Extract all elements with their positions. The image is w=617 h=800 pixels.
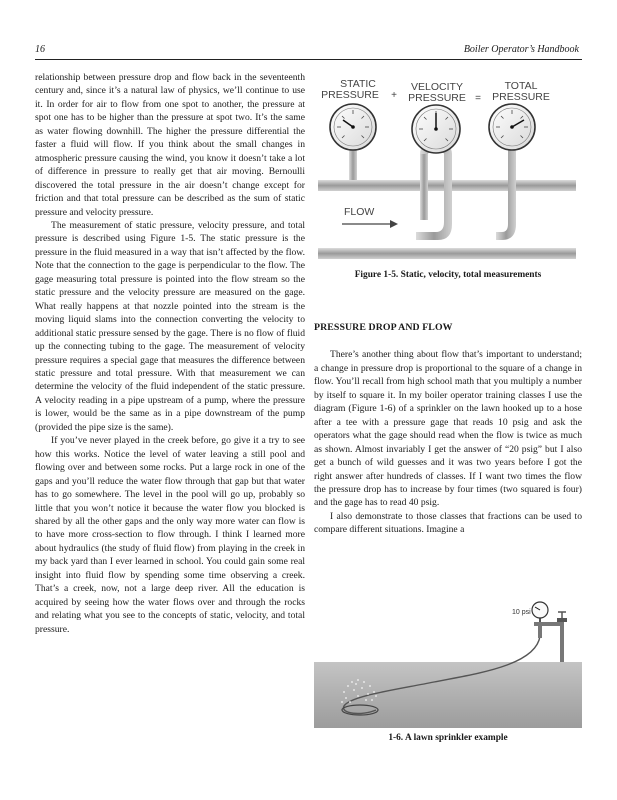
total-gauge [489,104,535,150]
running-head: Boiler Operator’s Handbook [463,44,579,55]
paragraph: There’s another thing about flow that’s important to understand; a change in pressure drop is proportional to the square of a change in flow. You’ll recall from high school math that you multiply a number by itself to square it. In my boiler operator training classes I use the diagram (Figure 1-6) of a sprinkler on the lawn hooked up to a hose after a tee with a pressure gage that reads 10 psig and ask the operators what the gage should read when the flow is twice as much as shown. Almost invariably I get the answer of “20 psig” but I also get a bunch of wild guesses and it was two years before I got the right answer after hundreds of classes. If I want two times the flow the pressure drop has to increase by four times (two squared is four) and the gage has to read 40 psig. [314,349,582,509]
left-column [35,71,305,636]
right-column [314,321,582,537]
figure-1-6-caption: 1-6. A lawn sprinkler example [388,733,508,743]
supply-pipe [560,622,564,662]
paragraph: The measurement of static pressure, velocity pressure, and total pressure is described using Figure 1-5. The static pressure is the pressure in the fluid measured in a way that isn’t affected by the flow. Note that the connection to the gage is perpendicular to the flow. The gage measuring total pressure is pointed into the flow stream so the static pressure and the velocity pressure are measured on the gage. What really happens at that nozzle pointed into the stream is the moving liquid slams into the connection converting the velocity to additional static pressure sensed by the gage. There is no flow of fluid up the connecting tubing to the gage. The measurement of velocity pressure requires a special gage that measures the difference between static pressure and total pressure. With that measurement we can determine the velocity of the fluid independent of the static pressure. A velocity reading in a pipe upstream of a pump, where the pressure is lower, would be the same as in a pipe downstream of the pump (provided the pipe size is the same). [35,219,305,433]
total-gauge-tube [496,150,516,240]
gauge-reading-label: 10 psi [512,609,531,616]
velocity-label: PRESSURE [408,92,466,104]
header-rule [35,59,582,60]
static-label: PRESSURE [321,89,379,101]
valve [557,612,567,622]
static-gauge-stem [349,150,357,180]
velocity-tube-left [420,154,428,220]
section-heading: PRESSURE DROP AND FLOW [314,322,453,333]
velocity-gauge [412,105,460,153]
tee-pipe [534,622,564,626]
figure-1-5-caption: Figure 1-5. Static, velocity, total measurements [354,270,542,280]
paragraph: relationship between pressure drop and flow back in the seventeenth century and, since it’s a natural law of physics, we’ll continue to use it. In order for air to flow from one spot to another, the pressure at spot one has to be higher than the pressure at spot two. It’s the same as water flowing downhill. The higher the pressure differential the faster a fluid will flow. If you think about the small changes in atmospheric pressure causing the wind, you know it doesn’t take a lot of difference in pressure to really get that air moving. Bernoulli discovered the total pressure in the air doesn’t change except for friction and that total pressure can be described as the sum of static pressure and velocity pressure. [35,72,305,218]
figure-1-5-pressure-diagram [316,72,580,264]
flow-label: FLOW [344,206,375,218]
paragraph: If you’ve never played in the creek before, go give it a try to see how this works. Notice the level of water leaving a still pool and flowing over and between some rocks. Put a large rock in one of the gaps and you’ll reduce the water flow through that gap but that water has to go somewhere. The level in the pool will go up, probably so little that you won’t notice it because the water flow you blocked is shared by all the other gaps and the only way more water can flow is to have more cross-section to flow through. I think I learned more about hydraulics (the study of fluid flow) from playing in the creek in my back yard than I ever learned in school. You could gain some real insight into fluid flow by spending some time observing a creek. That’s a creek, now, not a large deep river. All the education is acquired by seeing how the water flows over and through the rocks and relating what you see to the concepts of static, velocity, and total pressure. [35,435,305,635]
flow-arrow [342,220,398,228]
lower-pipe [318,248,576,259]
total-label: PRESSURE [492,91,550,103]
pressure-gauge [532,602,548,618]
static-label: STATIC [340,78,376,90]
static-gauge [330,104,376,150]
velocity-label: VELOCITY [411,81,463,93]
total-label: TOTAL [504,80,538,92]
plus-sign: + [391,90,397,101]
paragraph: I also demonstrate to those classes that fractions can be used to compare different situations. Imagine a [314,510,582,536]
page-number: 16 [35,44,45,55]
equals-sign: = [475,93,481,104]
lawn [314,662,582,728]
figure-1-6-sprinkler-diagram [314,596,582,728]
